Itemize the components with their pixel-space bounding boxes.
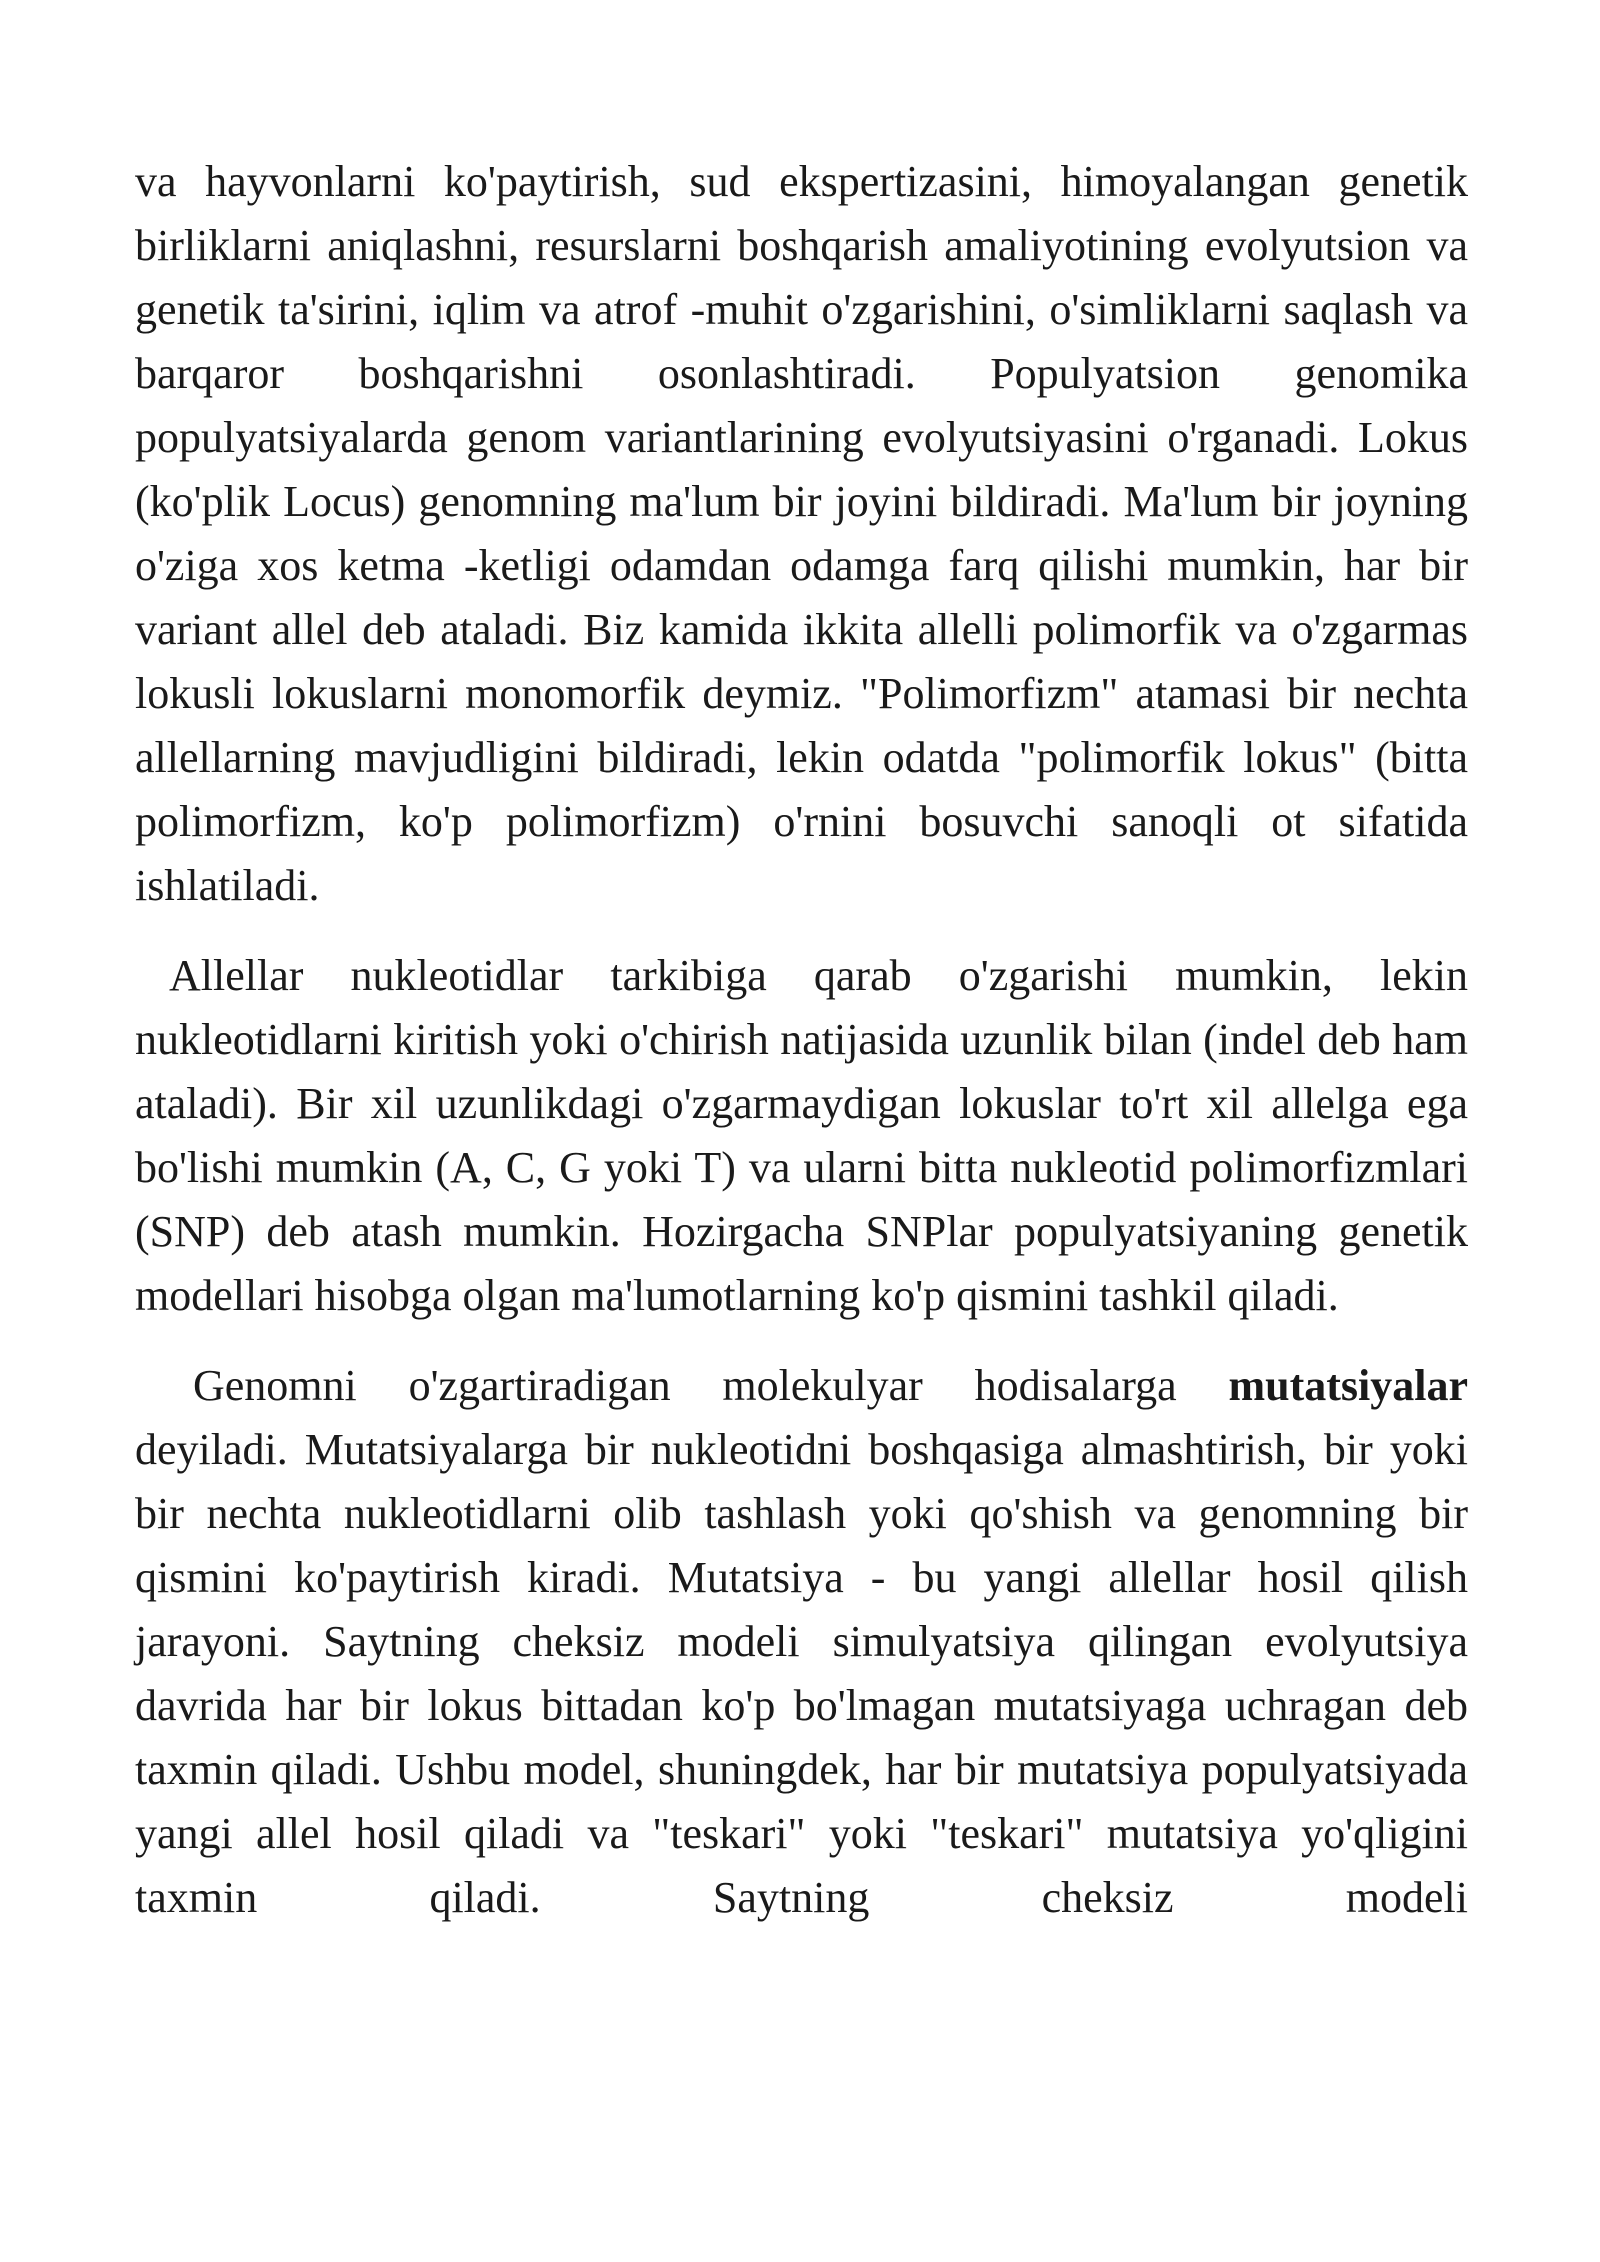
paragraph-1-text: va hayvonlarni ko'paytirish, sud ekspertizasini, himoyalangan genetik birliklarni aniqlashni, resurslarni boshqarish amaliyotining evolyutsion va genetik ta'sirini, iqlim va atrof -muhit o'zgarishini, o'simliklarni saqlash va barqaror boshqarishni osonlashtiradi. Populyatsion genomika populyatsiyalarda genom variantlarining evolyutsiyasini o'rganadi. Lokus (ko'plik Locus) genomning ma'lum bir joyini bildiradi. Ma'lum bir joyning o'ziga xos ketma -ketligi odamdan odamga farq qilishi mumkin, har bir variant allel deb ataladi. Biz kamida ikkita allelli polimorfik va o'zgarmas lokusli lokuslarni monomorfik deymiz. "Polimorfizm" atamasi bir nechta allellarning mavjudligini bildiradi, lekin odatda "polimorfik lokus" (bitta polimorfizm, ko'p polimorfizm) o'rnini bosuvchi sanoqli ot sifatida ishlatiladi. xyxy=(135,157,1468,910)
paragraph-2-text: Allellar nukleotidlar tarkibiga qarab o'zgarishi mumkin, lekin nukleotidlarni kiritish yoki o'chirish natijasida uzunlik bilan (indel deb ham ataladi). Bir xil uzunlikdagi o'zgarmaydigan lokuslar to'rt xil allelga ega bo'lishi mumkin (A, C, G yoki T) va ularni bitta nukleotid polimorfizmlari (SNP) deb atash mumkin. Hozirgacha SNPlar populyatsiyaning genetik modellari hisobga olgan ma'lumotlarning ko'p qismini tashkil qiladi. xyxy=(135,951,1468,1320)
paragraph-3-text-end: deyiladi. Mutatsiyalarga bir nukleotidni boshqasiga almashtirish, bir yoki bir nechta nukleotidlarni olib tashlash yoki qo'shish va genomning bir qismini ko'paytirish kiradi. Mutatsiya - bu yangi allellar hosil qilish jarayoni. Saytning cheksiz modeli simulyatsiya qilingan evolyutsiya davrida har bir lokus bittadan ko'p bo'lmagan mutatsiyaga uchragan deb taxmin qiladi. Ushbu model, shuningdek, har bir mutatsiya populyatsiyada yangi allel hosil qiladi va "teskari" yoki "teskari" mutatsiya yo'qligini taxmin qiladi. Saytning cheksiz modeli xyxy=(135,1425,1468,1922)
paragraph-1 xyxy=(135,150,1468,918)
paragraph-3 xyxy=(135,1354,1468,1930)
bold-term-mutatsiyalar: mutatsiyalar xyxy=(1228,1361,1468,1410)
paragraph-2 xyxy=(135,944,1468,1328)
paragraph-3-text-start: Genomni o'zgartiradigan molekulyar hodisalarga xyxy=(193,1361,1229,1410)
